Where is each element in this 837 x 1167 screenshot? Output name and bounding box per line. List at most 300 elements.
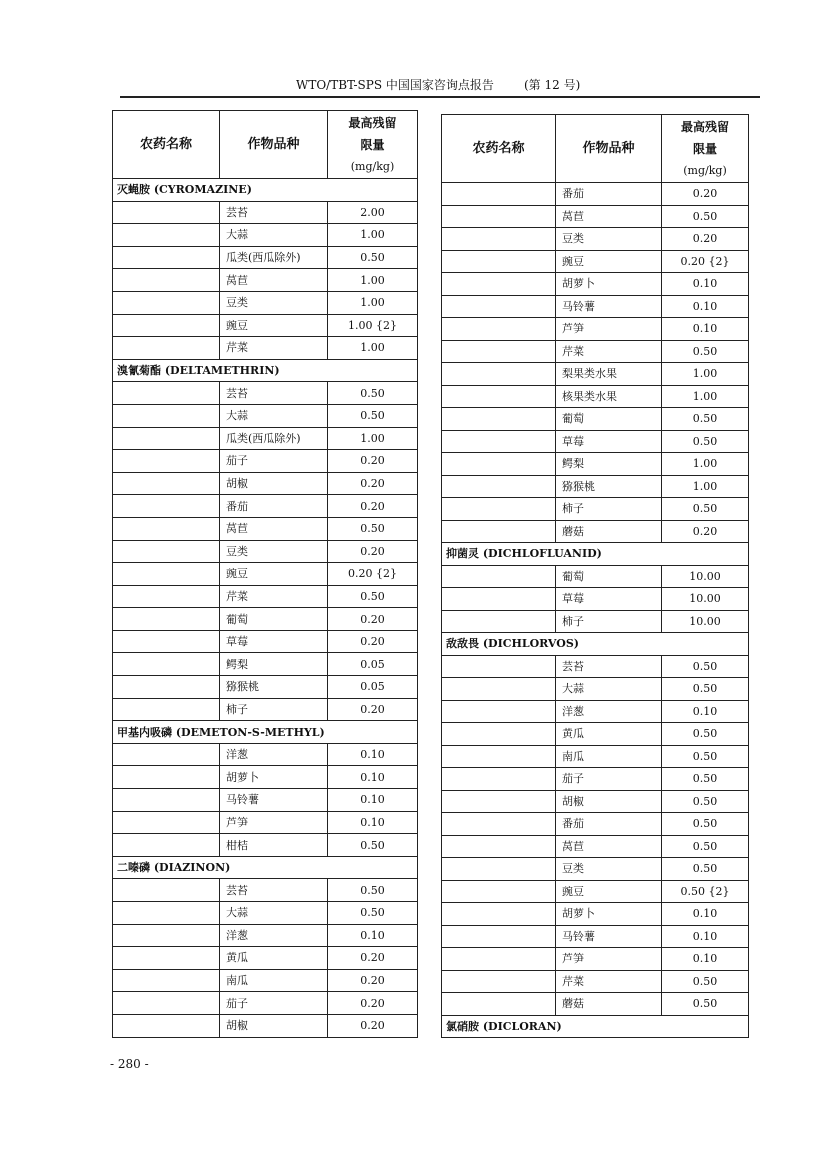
crop-cell: 南瓜 bbox=[556, 745, 662, 768]
pesticide-cell-empty bbox=[113, 879, 220, 902]
table-row bbox=[442, 970, 749, 993]
pesticide-cell-empty bbox=[113, 337, 220, 360]
table-row bbox=[113, 585, 418, 608]
mrl-value-cell: 0.50 bbox=[328, 879, 418, 902]
crop-cell: 马铃薯 bbox=[556, 925, 662, 948]
crop-cell: 葡萄 bbox=[556, 565, 662, 588]
mrl-value-cell: 0.50 bbox=[662, 408, 749, 431]
mrl-value-cell: 0.05 bbox=[328, 676, 418, 699]
crop-cell: 豌豆 bbox=[556, 250, 662, 273]
crop-cell: 草莓 bbox=[556, 588, 662, 611]
table-row bbox=[442, 183, 749, 206]
table-header-row bbox=[113, 111, 418, 179]
mrl-value-cell: 10.00 bbox=[662, 588, 749, 611]
mrl-value-cell: 0.50 bbox=[662, 993, 749, 1016]
table-row bbox=[113, 992, 418, 1015]
pesticide-cell-empty bbox=[113, 563, 220, 586]
pesticide-name-row bbox=[442, 633, 749, 656]
mrl-value-cell: 0.20 bbox=[662, 228, 749, 251]
mrl-value-cell: 0.50 bbox=[662, 858, 749, 881]
pesticide-cell-empty bbox=[113, 472, 220, 495]
crop-cell: 芸苔 bbox=[220, 201, 328, 224]
table-row bbox=[442, 273, 749, 296]
crop-cell: 柑桔 bbox=[220, 834, 328, 857]
pesticide-cell-empty bbox=[442, 903, 556, 926]
mrl-value-cell: 0.20 bbox=[328, 698, 418, 721]
pesticide-name: 溴氰菊酯 (DELTAMETHRIN) bbox=[113, 359, 418, 382]
crop-cell: 葡萄 bbox=[220, 608, 328, 631]
crop-cell: 南瓜 bbox=[220, 969, 328, 992]
column-header-crop: 作物品种 bbox=[220, 111, 328, 179]
crop-cell: 胡萝卜 bbox=[220, 766, 328, 789]
mrl-value-cell: 1.00 bbox=[328, 224, 418, 247]
table-header-row bbox=[442, 115, 749, 183]
table-row bbox=[442, 385, 749, 408]
mrl-value-cell: 0.50 {2} bbox=[662, 880, 749, 903]
mrl-value-cell: 1.00 bbox=[662, 363, 749, 386]
table-row bbox=[113, 879, 418, 902]
pesticide-cell-empty bbox=[113, 585, 220, 608]
table-row bbox=[113, 201, 418, 224]
pesticide-cell-empty bbox=[442, 745, 556, 768]
pesticide-cell-empty bbox=[113, 269, 220, 292]
table-row bbox=[442, 700, 749, 723]
table-row bbox=[442, 678, 749, 701]
mrl-value-cell: 0.10 bbox=[328, 924, 418, 947]
table-row bbox=[113, 563, 418, 586]
column-header-mrl bbox=[328, 111, 418, 179]
pesticide-cell-empty bbox=[113, 743, 220, 766]
crop-cell: 鳄梨 bbox=[220, 653, 328, 676]
table-row bbox=[442, 790, 749, 813]
pesticide-cell-empty bbox=[113, 992, 220, 1015]
mrl-value-cell: 0.20 bbox=[662, 520, 749, 543]
pesticide-name-row bbox=[442, 543, 749, 566]
mrl-value-cell: 1.00 bbox=[328, 337, 418, 360]
table-row bbox=[442, 430, 749, 453]
crop-cell: 柿子 bbox=[220, 698, 328, 721]
crop-cell: 芦笋 bbox=[220, 811, 328, 834]
mrl-value-cell: 0.50 bbox=[328, 902, 418, 925]
mrl-value-cell: 0.50 bbox=[662, 430, 749, 453]
pesticide-cell-empty bbox=[113, 653, 220, 676]
crop-cell: 莴苣 bbox=[220, 517, 328, 540]
mrl-value-cell: 0.50 bbox=[328, 585, 418, 608]
mrl-value-cell: 0.20 bbox=[328, 450, 418, 473]
table-row bbox=[113, 969, 418, 992]
mrl-value-cell: 0.50 bbox=[328, 834, 418, 857]
pesticide-name: 敌敌畏 (DICHLORVOS) bbox=[442, 633, 749, 656]
mrl-value-cell: 0.50 bbox=[662, 813, 749, 836]
mrl-value-cell: 0.05 bbox=[328, 653, 418, 676]
table-row bbox=[442, 408, 749, 431]
table-row bbox=[113, 314, 418, 337]
pesticide-cell-empty bbox=[442, 498, 556, 521]
crop-cell: 豆类 bbox=[220, 291, 328, 314]
table-row bbox=[442, 250, 749, 273]
crop-cell: 芸苔 bbox=[556, 655, 662, 678]
mrl-value-cell: 10.00 bbox=[662, 610, 749, 633]
table-row bbox=[113, 540, 418, 563]
table-row bbox=[442, 565, 749, 588]
table-row bbox=[442, 475, 749, 498]
crop-cell: 猕猴桃 bbox=[556, 475, 662, 498]
pesticide-cell-empty bbox=[442, 385, 556, 408]
pesticide-cell-empty bbox=[113, 291, 220, 314]
mrl-value-cell: 0.50 bbox=[328, 404, 418, 427]
pesticide-cell-empty bbox=[113, 676, 220, 699]
pesticide-cell-empty bbox=[113, 630, 220, 653]
crop-cell: 茄子 bbox=[556, 768, 662, 791]
pesticide-cell-empty bbox=[442, 520, 556, 543]
crop-cell: 豆类 bbox=[220, 540, 328, 563]
pesticide-cell-empty bbox=[442, 250, 556, 273]
mrl-header-line1: 最高残留 bbox=[680, 119, 729, 134]
crop-cell: 芹菜 bbox=[556, 340, 662, 363]
crop-cell: 豌豆 bbox=[556, 880, 662, 903]
crop-cell: 芹菜 bbox=[556, 970, 662, 993]
mrl-header-unit: (mg/kg) bbox=[683, 163, 727, 177]
table-row bbox=[442, 723, 749, 746]
pesticide-cell-empty bbox=[442, 430, 556, 453]
crop-cell: 莴苣 bbox=[556, 835, 662, 858]
column-header-mrl bbox=[662, 115, 749, 183]
pesticide-cell-empty bbox=[442, 610, 556, 633]
pesticide-cell-empty bbox=[442, 925, 556, 948]
crop-cell: 大蒜 bbox=[556, 678, 662, 701]
table-row bbox=[113, 608, 418, 631]
table-row bbox=[113, 698, 418, 721]
crop-cell: 芹菜 bbox=[220, 585, 328, 608]
crop-cell: 洋葱 bbox=[556, 700, 662, 723]
mrl-value-cell: 0.50 bbox=[328, 382, 418, 405]
crop-cell: 豆类 bbox=[556, 228, 662, 251]
table-row bbox=[113, 743, 418, 766]
pesticide-name: 氯硝胺 (DICLORAN) bbox=[442, 1015, 749, 1038]
pesticide-cell-empty bbox=[113, 314, 220, 337]
crop-cell: 莴苣 bbox=[556, 205, 662, 228]
table-row bbox=[113, 404, 418, 427]
table-row bbox=[113, 495, 418, 518]
table-row bbox=[442, 610, 749, 633]
crop-cell: 黄瓜 bbox=[556, 723, 662, 746]
mrl-value-cell: 10.00 bbox=[662, 565, 749, 588]
crop-cell: 柿子 bbox=[556, 610, 662, 633]
page-number: - 280 - bbox=[110, 1057, 149, 1071]
mrl-value-cell: 0.20 bbox=[328, 540, 418, 563]
mrl-value-cell: 0.10 bbox=[328, 789, 418, 812]
table-row bbox=[113, 789, 418, 812]
pesticide-cell-empty bbox=[113, 902, 220, 925]
crop-cell: 大蒜 bbox=[220, 224, 328, 247]
table-row bbox=[113, 630, 418, 653]
mrl-value-cell: 0.10 bbox=[662, 925, 749, 948]
mrl-value-cell: 0.50 bbox=[662, 678, 749, 701]
crop-cell: 茄子 bbox=[220, 450, 328, 473]
pesticide-cell-empty bbox=[113, 540, 220, 563]
mrl-value-cell: 0.10 bbox=[662, 700, 749, 723]
pesticide-cell-empty bbox=[113, 766, 220, 789]
crop-cell: 芦笋 bbox=[556, 948, 662, 971]
pesticide-name-row bbox=[442, 1015, 749, 1038]
table-row bbox=[442, 318, 749, 341]
table-row bbox=[113, 427, 418, 450]
crop-cell: 蘑菇 bbox=[556, 993, 662, 1016]
crop-cell: 瓜类(西瓜除外) bbox=[220, 246, 328, 269]
table-row bbox=[113, 382, 418, 405]
pesticide-cell-empty bbox=[113, 608, 220, 631]
table-row bbox=[442, 993, 749, 1016]
mrl-header-unit: (mg/kg) bbox=[350, 159, 395, 173]
pesticide-cell-empty bbox=[113, 201, 220, 224]
crop-cell: 芸苔 bbox=[220, 382, 328, 405]
mrl-value-cell: 1.00 {2} bbox=[328, 314, 418, 337]
pesticide-cell-empty bbox=[442, 813, 556, 836]
table-row bbox=[442, 813, 749, 836]
pesticide-cell-empty bbox=[442, 723, 556, 746]
table-row bbox=[442, 745, 749, 768]
pesticide-cell-empty bbox=[442, 700, 556, 723]
pesticide-cell-empty bbox=[442, 880, 556, 903]
crop-cell: 胡椒 bbox=[220, 472, 328, 495]
pesticide-cell-empty bbox=[442, 295, 556, 318]
table-row bbox=[113, 450, 418, 473]
pesticide-cell-empty bbox=[442, 273, 556, 296]
table-row bbox=[113, 902, 418, 925]
table-row bbox=[442, 453, 749, 476]
pesticide-cell-empty bbox=[442, 835, 556, 858]
pesticide-cell-empty bbox=[442, 475, 556, 498]
pesticide-cell-empty bbox=[113, 969, 220, 992]
table-row bbox=[113, 924, 418, 947]
mrl-value-cell: 0.10 bbox=[662, 903, 749, 926]
pesticide-cell-empty bbox=[442, 183, 556, 206]
mrl-value-cell: 0.10 bbox=[662, 295, 749, 318]
mrl-value-cell: 0.20 bbox=[328, 1014, 418, 1037]
mrl-value-cell: 1.00 bbox=[662, 385, 749, 408]
table-row bbox=[113, 246, 418, 269]
table-row bbox=[113, 947, 418, 970]
table-row bbox=[113, 811, 418, 834]
pesticide-cell-empty bbox=[113, 450, 220, 473]
mrl-value-cell: 0.10 bbox=[328, 811, 418, 834]
pesticide-cell-empty bbox=[442, 363, 556, 386]
table-row bbox=[442, 498, 749, 521]
table-row bbox=[442, 340, 749, 363]
table-row bbox=[113, 834, 418, 857]
table-row bbox=[442, 588, 749, 611]
pesticide-cell-empty bbox=[113, 834, 220, 857]
crop-cell: 胡椒 bbox=[556, 790, 662, 813]
table-row bbox=[113, 337, 418, 360]
crop-cell: 洋葱 bbox=[220, 924, 328, 947]
mrl-value-cell: 0.20 bbox=[328, 495, 418, 518]
pesticide-cell-empty bbox=[442, 948, 556, 971]
page-header bbox=[120, 74, 760, 98]
crop-cell: 莴苣 bbox=[220, 269, 328, 292]
table-row bbox=[113, 653, 418, 676]
right-mrl-table bbox=[441, 114, 749, 1038]
mrl-value-cell: 1.00 bbox=[328, 291, 418, 314]
crop-cell: 草莓 bbox=[220, 630, 328, 653]
pesticide-cell-empty bbox=[113, 924, 220, 947]
mrl-value-cell: 0.10 bbox=[662, 273, 749, 296]
table-row bbox=[442, 363, 749, 386]
mrl-value-cell: 0.20 {2} bbox=[328, 563, 418, 586]
pesticide-cell-empty bbox=[442, 655, 556, 678]
mrl-value-cell: 1.00 bbox=[328, 427, 418, 450]
table-row bbox=[113, 676, 418, 699]
mrl-value-cell: 0.50 bbox=[662, 655, 749, 678]
pesticide-cell-empty bbox=[113, 947, 220, 970]
pesticide-name: 二嗪磷 (DIAZINON) bbox=[113, 856, 418, 879]
crop-cell: 梨果类水果 bbox=[556, 363, 662, 386]
pesticide-name-row bbox=[113, 856, 418, 879]
mrl-value-cell: 0.50 bbox=[662, 835, 749, 858]
pesticide-cell-empty bbox=[442, 790, 556, 813]
table-row bbox=[442, 858, 749, 881]
mrl-value-cell: 0.20 bbox=[328, 472, 418, 495]
mrl-value-cell: 0.50 bbox=[662, 498, 749, 521]
column-header-pesticide: 农药名称 bbox=[442, 115, 556, 183]
table-row bbox=[113, 291, 418, 314]
pesticide-name-row bbox=[113, 179, 418, 202]
table-row bbox=[442, 520, 749, 543]
crop-cell: 瓜类(西瓜除外) bbox=[220, 427, 328, 450]
pesticide-cell-empty bbox=[442, 993, 556, 1016]
crop-cell: 芸苔 bbox=[220, 879, 328, 902]
crop-cell: 草莓 bbox=[556, 430, 662, 453]
crop-cell: 蘑菇 bbox=[556, 520, 662, 543]
mrl-header-line2: 限量 bbox=[692, 141, 717, 156]
crop-cell: 大蒜 bbox=[220, 902, 328, 925]
table-row bbox=[113, 269, 418, 292]
mrl-value-cell: 0.20 bbox=[662, 183, 749, 206]
mrl-value-cell: 0.50 bbox=[662, 790, 749, 813]
mrl-value-cell: 0.20 bbox=[328, 630, 418, 653]
mrl-value-cell: 0.20 bbox=[328, 608, 418, 631]
table-row bbox=[442, 295, 749, 318]
crop-cell: 芦笋 bbox=[556, 318, 662, 341]
pesticide-cell-empty bbox=[113, 224, 220, 247]
left-mrl-table bbox=[112, 110, 418, 1038]
column-header-pesticide: 农药名称 bbox=[113, 111, 220, 179]
table-row bbox=[442, 205, 749, 228]
crop-cell: 胡萝卜 bbox=[556, 273, 662, 296]
pesticide-cell-empty bbox=[113, 246, 220, 269]
crop-cell: 豌豆 bbox=[220, 314, 328, 337]
table-row bbox=[442, 768, 749, 791]
mrl-header-line2: 限量 bbox=[360, 137, 385, 152]
table-row bbox=[442, 655, 749, 678]
pesticide-cell-empty bbox=[442, 970, 556, 993]
right-table-body bbox=[442, 183, 749, 1038]
crop-cell: 豌豆 bbox=[220, 563, 328, 586]
mrl-value-cell: 0.50 bbox=[662, 723, 749, 746]
crop-cell: 柿子 bbox=[556, 498, 662, 521]
table-row bbox=[113, 766, 418, 789]
table-row bbox=[442, 903, 749, 926]
crop-cell: 茄子 bbox=[220, 992, 328, 1015]
mrl-value-cell: 0.50 bbox=[662, 205, 749, 228]
crop-cell: 猕猴桃 bbox=[220, 676, 328, 699]
table-row bbox=[113, 517, 418, 540]
crop-cell: 芹菜 bbox=[220, 337, 328, 360]
pesticide-cell-empty bbox=[113, 404, 220, 427]
pesticide-cell-empty bbox=[442, 858, 556, 881]
pesticide-cell-empty bbox=[442, 228, 556, 251]
mrl-value-cell: 0.10 bbox=[328, 743, 418, 766]
pesticide-cell-empty bbox=[113, 517, 220, 540]
mrl-value-cell: 1.00 bbox=[328, 269, 418, 292]
crop-cell: 核果类水果 bbox=[556, 385, 662, 408]
mrl-value-cell: 1.00 bbox=[662, 453, 749, 476]
pesticide-cell-empty bbox=[442, 678, 556, 701]
pesticide-name: 抑菌灵 (DICHLOFLUANID) bbox=[442, 543, 749, 566]
crop-cell: 番茄 bbox=[556, 813, 662, 836]
mrl-value-cell: 0.50 bbox=[662, 340, 749, 363]
crop-cell: 洋葱 bbox=[220, 743, 328, 766]
pesticide-cell-empty bbox=[113, 495, 220, 518]
crop-cell: 胡椒 bbox=[220, 1014, 328, 1037]
crop-cell: 豆类 bbox=[556, 858, 662, 881]
table-row bbox=[442, 948, 749, 971]
header-issue-number: (第 12 号) bbox=[524, 78, 581, 92]
mrl-header-line1: 最高残留 bbox=[348, 115, 397, 130]
mrl-value-cell: 0.20 bbox=[328, 992, 418, 1015]
mrl-value-cell: 0.50 bbox=[662, 745, 749, 768]
mrl-value-cell: 0.20 {2} bbox=[662, 250, 749, 273]
crop-cell: 番茄 bbox=[556, 183, 662, 206]
crop-cell: 黄瓜 bbox=[220, 947, 328, 970]
column-header-crop: 作物品种 bbox=[556, 115, 662, 183]
crop-cell: 胡萝卜 bbox=[556, 903, 662, 926]
table-row bbox=[442, 228, 749, 251]
pesticide-cell-empty bbox=[113, 382, 220, 405]
table-row bbox=[113, 1014, 418, 1037]
table-row bbox=[113, 472, 418, 495]
mrl-value-cell: 0.50 bbox=[662, 768, 749, 791]
pesticide-cell-empty bbox=[442, 205, 556, 228]
table-row bbox=[442, 835, 749, 858]
pesticide-cell-empty bbox=[113, 811, 220, 834]
table-row bbox=[442, 925, 749, 948]
mrl-value-cell: 0.50 bbox=[328, 517, 418, 540]
pesticide-cell-empty bbox=[113, 427, 220, 450]
mrl-value-cell: 0.10 bbox=[328, 766, 418, 789]
mrl-value-cell: 0.20 bbox=[328, 947, 418, 970]
pesticide-cell-empty bbox=[442, 768, 556, 791]
crop-cell: 大蒜 bbox=[220, 404, 328, 427]
crop-cell: 番茄 bbox=[220, 495, 328, 518]
pesticide-name-row bbox=[113, 721, 418, 744]
pesticide-name: 甲基内吸磷 (DEMETON-S-METHYL) bbox=[113, 721, 418, 744]
crop-cell: 马铃薯 bbox=[220, 789, 328, 812]
pesticide-name-row bbox=[113, 359, 418, 382]
crop-cell: 鳄梨 bbox=[556, 453, 662, 476]
pesticide-cell-empty bbox=[442, 408, 556, 431]
left-table-body bbox=[113, 179, 418, 1038]
mrl-value-cell: 0.20 bbox=[328, 969, 418, 992]
pesticide-cell-empty bbox=[442, 340, 556, 363]
table-row bbox=[113, 224, 418, 247]
mrl-value-cell: 0.50 bbox=[328, 246, 418, 269]
mrl-value-cell: 0.10 bbox=[662, 318, 749, 341]
header-title: WTO/TBT-SPS 中国国家咨询点报告 bbox=[296, 78, 494, 92]
pesticide-cell-empty bbox=[442, 588, 556, 611]
pesticide-cell-empty bbox=[442, 453, 556, 476]
pesticide-name: 灭蝇胺 (CYROMAZINE) bbox=[113, 179, 418, 202]
